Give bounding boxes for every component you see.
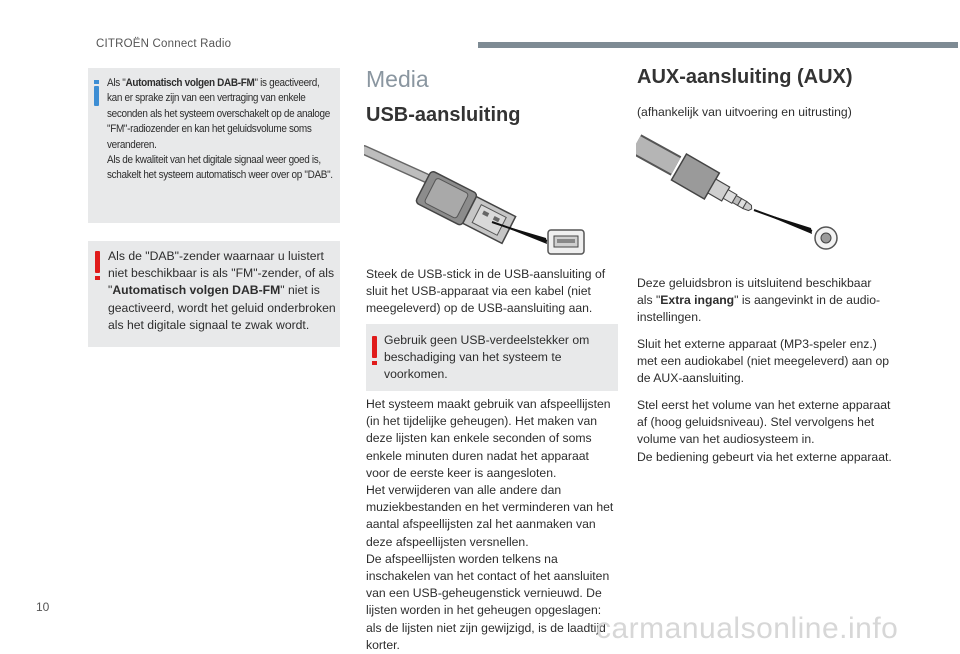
page-number: 10 <box>36 600 50 614</box>
info-box-text <box>107 76 336 184</box>
playlist-text <box>366 396 616 654</box>
heading-aux: AUX-aansluiting (AUX) <box>637 66 853 88</box>
aux-plug <box>671 154 759 222</box>
playlist-text-1: Het systeem maakt gebruik van afspeellijsten (in het tijdelijke geheugen). Het maken van deze lijsten kan enkele seconden of soms enkele minuten duren nadat het apparaat voor de eerste keer is aangesloten. <box>366 397 611 480</box>
heading-usb: USB-aansluiting <box>366 104 521 126</box>
info-text-body: geactiveerd, kan er sprake zijn van een vertraging van enkele seconden als het systeem overschakelt op de analoge "FM"-radiozender en kan het geluidsvolume soms veranderen. <box>107 77 330 151</box>
section-title-media: Media <box>366 66 429 92</box>
usb-plug <box>415 170 517 246</box>
warning-text-post: " niet is geactiveerd, wordt het geluid onderbroken als het digitale signaal te zwak wordt. <box>108 283 336 332</box>
warning-text-dab <box>108 248 336 334</box>
aux-source-bold: Extra ingang <box>660 293 735 308</box>
info-text-post: " is <box>254 77 267 89</box>
playlist-text-2: Het verwijderen van alle andere dan muziekbestanden en het verminderen van het aantal afspeellijsten zal het aanmaken van deze afspeellijsten versnellen. <box>366 483 614 549</box>
aux-volume-text-2: De bediening gebeurt via het externe apparaat. <box>637 449 892 464</box>
aux-source-pre: Deze geluidsbron is uitsluitend beschikbaar als " <box>637 276 872 308</box>
aux-connect-text: Sluit het externe apparaat (MP3-speler enz.) met een audiokabel (niet meegeleverd) aan op de AUX-aansluiting. <box>637 337 890 386</box>
warning-icon-usb-dot <box>372 361 377 365</box>
usb-illustration <box>364 138 594 256</box>
watermark: carmanualsonline.info <box>596 612 899 645</box>
aux-jack-illustration <box>636 134 846 254</box>
info-text-pre: Als " <box>107 77 126 89</box>
playlist-text-3: De afspeellijsten worden telkens na inschakelen van het contact of het aansluiten van een USB-geheugenstick vernieuwd. De lijsten worden in het geheugen opgeslagen: als de lijsten niet zijn gewijzigd, is de laadtijd korter. <box>366 551 610 652</box>
usb-instruction: Steek de USB-stick in de USB-aansluiting of sluit het USB-apparaat via een kabel (niet meegeleverd) op de USB-aansluiting aan. <box>366 267 606 316</box>
aux-volume-text <box>637 397 897 466</box>
aux-source-text <box>637 275 887 327</box>
aux-availability-note: (afhankelijk van uitvoering en uitrusting) <box>637 105 852 119</box>
manual-title: CITROËN Connect Radio <box>96 38 232 50</box>
warning-text-usb: Gebruik geen USB-verdeelstekker om beschadiging van het systeem te voorkomen. <box>384 333 590 382</box>
aux-volume-text-1: Stel eerst het volume van het externe apparaat af (hoog geluidsniveau). Stel vervolgens het volume van het audiosysteem in. <box>637 398 891 447</box>
info-text-bold: Automatisch volgen DAB-FM <box>125 77 255 89</box>
warning-text-pre: Als de "DAB"-zender waarnaar u luistert niet beschikbaar is als "FM"-zender, of als " <box>108 249 335 298</box>
warning-icon <box>95 251 100 273</box>
warning-text-bold: Automatisch volgen DAB-FM <box>112 283 281 298</box>
info-icon <box>94 86 99 106</box>
warning-icon-dot <box>95 276 100 280</box>
info-icon-dot <box>94 80 99 84</box>
info-text-body2: Als de kwaliteit van het digitale signaal weer goed is, schakelt het systeem automatisch weer over op "DAB". <box>107 154 333 182</box>
warning-icon-usb <box>372 336 377 358</box>
aux-source-post: " is aangevinkt in de audio-instellingen. <box>637 293 881 325</box>
header-bar <box>478 42 958 48</box>
aux-cable <box>636 144 676 166</box>
